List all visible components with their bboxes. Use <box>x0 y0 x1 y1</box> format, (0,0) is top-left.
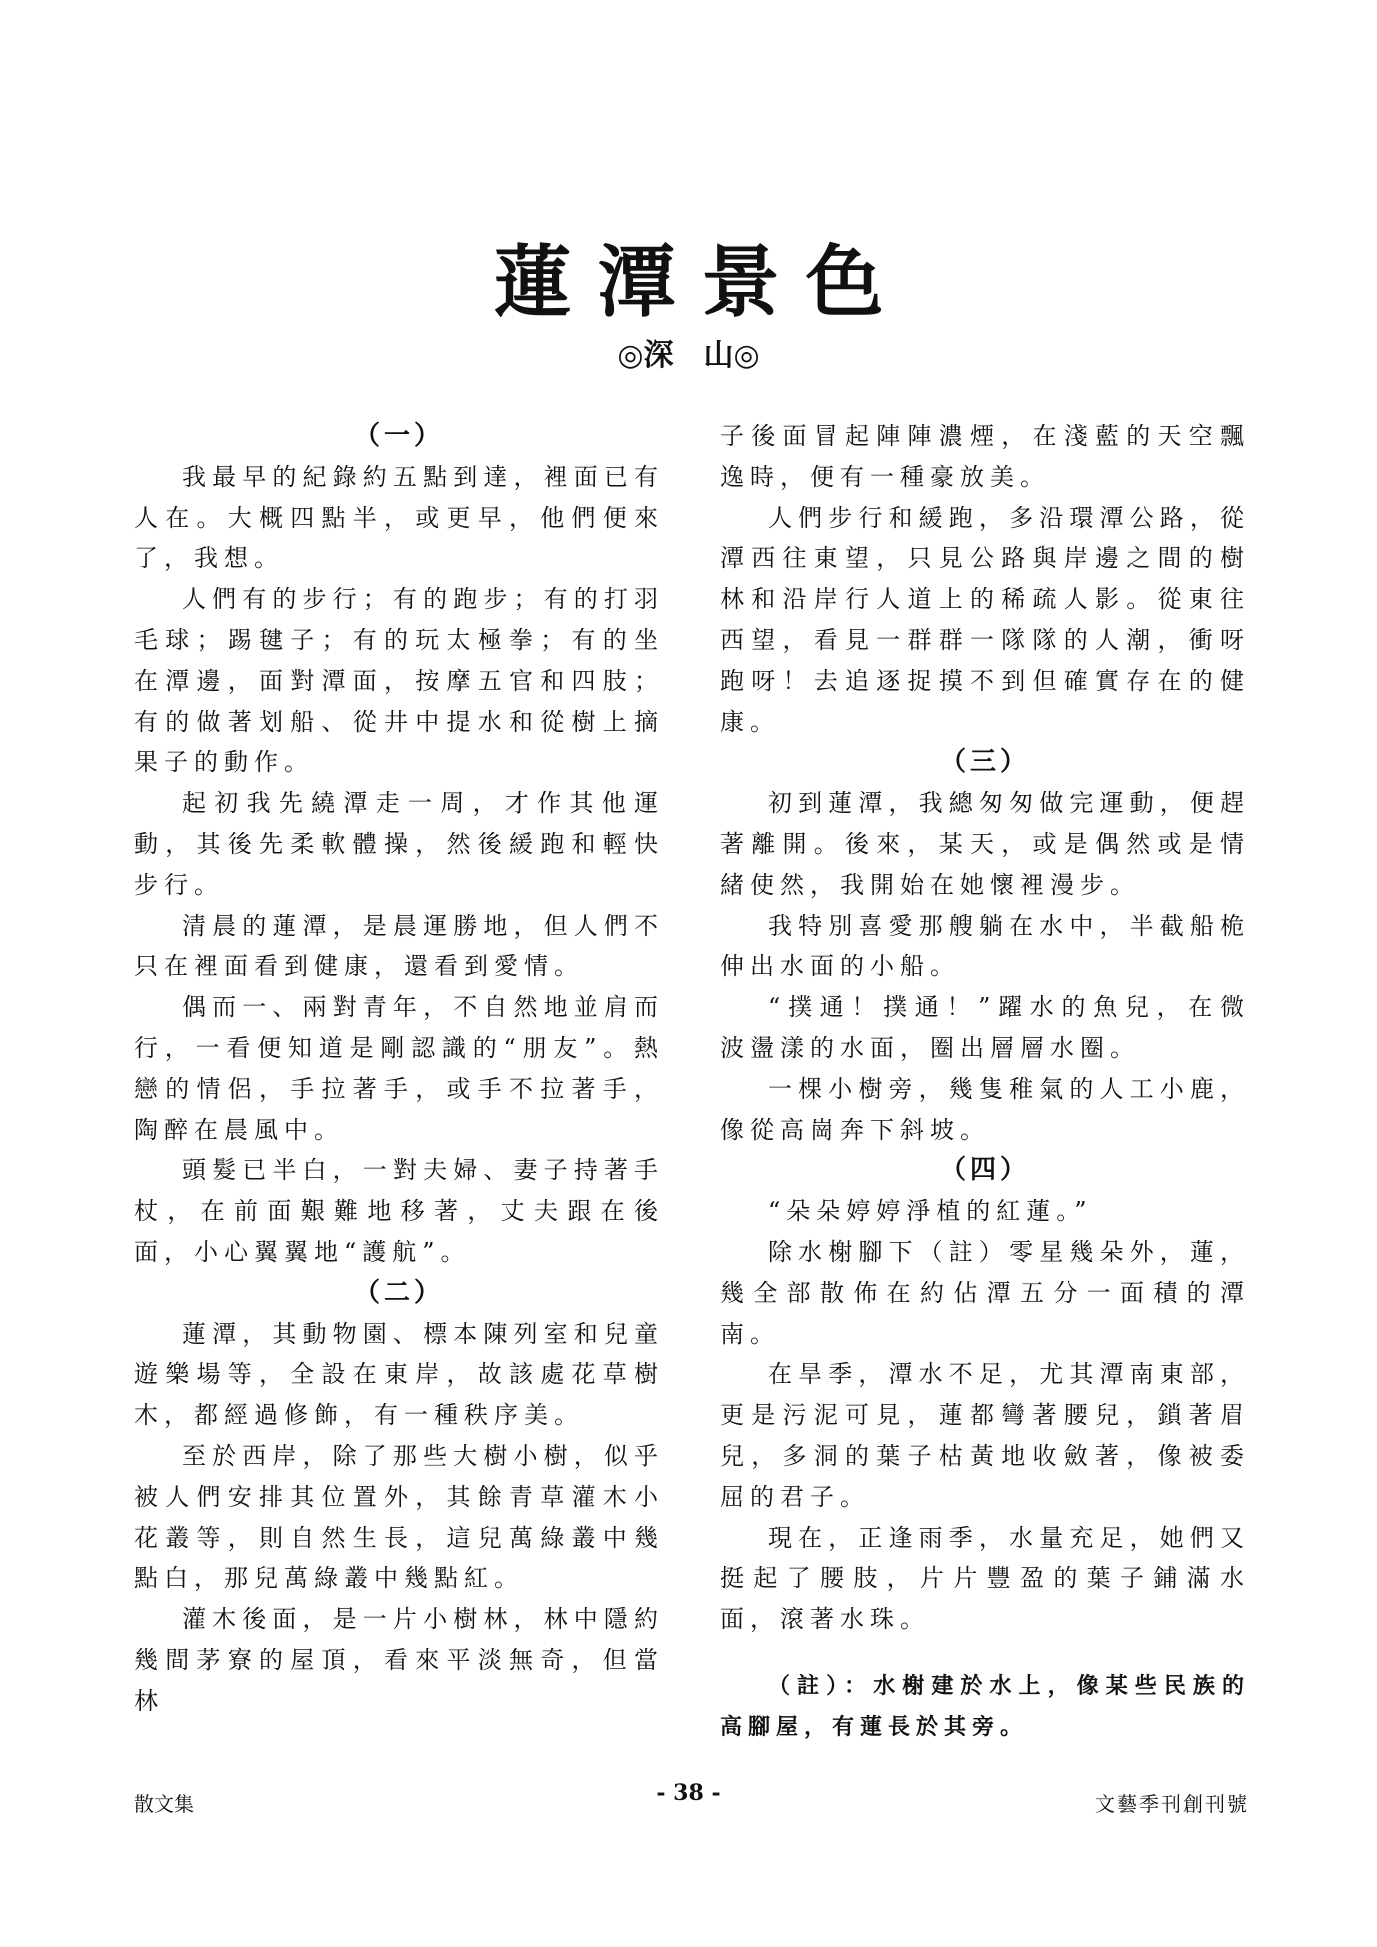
paragraph: “朵朵婷婷淨植的紅蓮。” <box>768 1197 1093 1226</box>
author-line: ◎深 山◎ <box>617 338 760 373</box>
paragraph: 起初我先繞潭走一周，才作其他運動，其後先柔軟體操，然後緩跑和輕快步行。 <box>134 789 664 899</box>
article-title: 蓮潭景色 <box>493 237 910 328</box>
paragraph: 初到蓮潭，我總匆匆做完運動，便趕著離開。後來，某天，或是偶然或是情緒使然，我開始在她懷裡漫步。 <box>720 789 1250 899</box>
paragraph: 清晨的蓮潭，是晨運勝地，但人們不只在裡面看到健康，還看到愛情。 <box>134 911 664 981</box>
paragraph-continuation: 子後面冒起陣陣濃煙，在淺藍的天空飄逸時，便有一種豪放美。 <box>720 422 1250 491</box>
paragraph: 人們有的步行；有的跑步；有的打羽毛球；踢毽子；有的玩太極拳；有的坐在潭邊，面對潭面，按摩五官和四肢；有的做著划船、從井中提水和從樹上摘果子的動作。 <box>134 585 664 777</box>
paragraph: 在旱季，潭水不足，尤其潭南東部，更是污泥可見，蓮都彎著腰兒，鎖著眉兒，多洞的葉子枯黃地收斂著，像被委屈的君子。 <box>720 1360 1250 1511</box>
footer-collection-label: 散文集 <box>134 1792 194 1816</box>
footnote: （註）：水榭建於水上，像某些民族的高腳屋，有蓮長於其旁。 <box>720 1672 1250 1740</box>
paragraph: 我特別喜愛那艘躺在水中，半截船桅伸出水面的小船。 <box>720 911 1250 981</box>
footer-journal-label: 文藝季刊創刊號 <box>1095 1792 1249 1816</box>
paragraph: 至於西岸，除了那些大樹小樹，似乎被人們安排其位置外，其餘青草灌木小花叢等，則自然生長，這兒萬綠叢中幾點白，那兒萬綠叢中幾點紅。 <box>134 1441 664 1593</box>
section-heading: （三） <box>939 747 1030 778</box>
section-heading: （二） <box>353 1277 444 1308</box>
right-column <box>720 416 1250 1748</box>
page-number: - 38 - <box>656 1780 721 1806</box>
paragraph: “撲通！撲通！”躍水的魚兒，在微波盪漾的水面，圈出層層水圈。 <box>720 993 1250 1062</box>
paragraph: 蓮潭，其動物園、標本陳列室和兒童遊樂場等，全設在東岸，故該處花草樹木，都經過修飾，有一種秩序美。 <box>134 1319 664 1430</box>
section-heading: （一） <box>353 421 444 451</box>
paragraph: 頭髮已半白，一對夫婦、妻子持著手杖，在前面艱難地移著，丈夫跟在後面，小心翼翼地“護航”。 <box>134 1156 664 1266</box>
paragraph: 人們步行和緩跑，多沿環潭公路，從潭西往東望，只見公路與岸邊之間的樹林和沿岸行人道上的稀疏人影。從東往西望，看見一群群一隊隊的人潮，衝呀跑呀！去追逐捉摸不到但確實存在的健康。 <box>720 503 1250 736</box>
paragraph: 灌木後面，是一片小樹林，林中隱約幾間茅寮的屋頂，看來平淡無奇，但當林 <box>134 1605 664 1715</box>
section-heading: （四） <box>939 1155 1030 1186</box>
left-column <box>134 416 664 1722</box>
paragraph: 偶而一、兩對青年，不自然地並肩而行，一看便知道是剛認識的“朋友”。熱戀的情侶，手拉著手，或手不拉著手，陶醉在晨風中。 <box>134 993 664 1144</box>
paragraph: 除水榭腳下（註）零星幾朵外，蓮，幾全部散佈在約佔潭五分一面積的潭南。 <box>720 1237 1250 1348</box>
paragraph: 我最早的紀錄約五點到達，裡面已有人在。大概四點半，或更早，他們便來了，我想。 <box>134 462 664 573</box>
paragraph: 現在，正逢雨季，水量充足，她們又挺起了腰肢，片片豐盈的葉子鋪滿水面，滾著水珠。 <box>720 1523 1250 1634</box>
paragraph: 一棵小樹旁，幾隻稚氣的人工小鹿，像從高崗奔下斜坡。 <box>720 1074 1250 1144</box>
